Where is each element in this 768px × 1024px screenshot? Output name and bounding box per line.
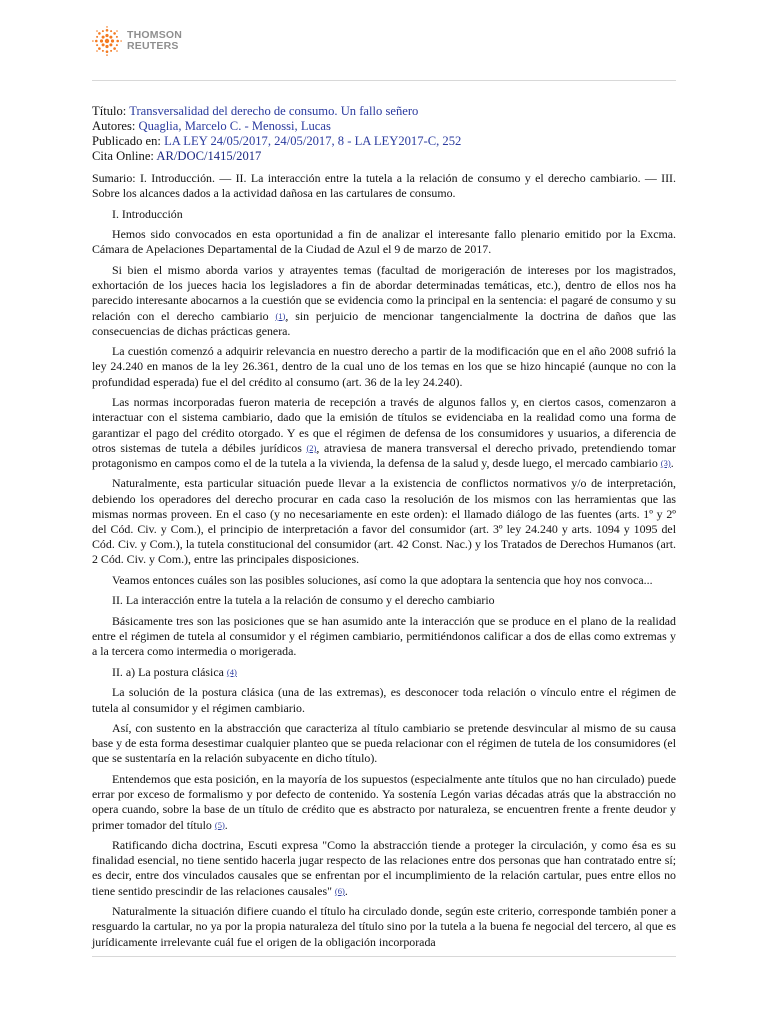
paragraph-8: La solución de la postura clásica (una de las extremas), es desconocer toda relación o vínculo entre el régimen de tutela al consumidor y el régimen cambiario. [92,685,676,715]
paragraph-4-text-end: . [670,455,674,470]
published-label: Publicado en: [92,134,161,148]
article-body [92,171,676,955]
header-divider [92,80,676,81]
paragraph-11-text-end: . [344,883,348,898]
paragraph-10 [92,772,676,833]
paragraph-7: Básicamente tres son las posiciones que se han asumido ante la interacción que se produce en el plano de la realidad entre el régimen de tutela al consumidor y el régimen cambiario, permitiéndonos calificar a dos de ellas como extremas y a la tercera como intermedia o morigerada. [92,613,676,659]
footnote-link-1[interactable]: (1) [275,310,286,321]
paragraph-12: Naturalmente la situación difiere cuando el título ha circulado donde, según este criterio, corresponde también poner a resguardo la cartular, no ya por la propia naturaleza del título sino por la tutela a la buena fe negocial del tercero, al que es jurídicamente irrelevante cuál fue el origen de la obligación incorporada [92,904,676,949]
brand-wordmark [127,30,182,52]
citation-label: Cita Online: [92,149,154,163]
authors-label: Autores: [92,119,136,133]
summary: Sumario: I. Introducción. — II. La interacción entre la tutela a la relación de consumo y el derecho cambiario. — III. Sobre los alcances dados a la actividad dañosa en las cartulares de consumo. [92,171,676,201]
paragraph-3: La cuestión comenzó a adquirir relevancia en nuestro derecho a partir de la modificación que en el año 2008 sufrió la ley 24.240 en manos de la ley 26.361, dentro de la cual uno de los temas en los que se hizo hincapié (aunque no con la profundidad esperada) fue el del crédito al consumo (art. 36 de la ley 24.240). [92,344,676,389]
footnote-link-2[interactable]: (2) [306,442,317,453]
footnote-link-6[interactable]: (6) [334,885,345,896]
meta-authors-row [92,119,676,134]
meta-published-row [92,134,676,149]
heading-introduccion: I. Introducción [112,206,183,221]
published-value: LA LEY 24/05/2017, 24/05/2017, 8 - LA LEY2017-C, 252 [164,134,462,148]
meta-citation-row [92,149,676,164]
document-metadata [92,104,676,164]
paragraph-5: Naturalmente, esta particular situación puede llevar a la existencia de conflictos normativos y/o de interpretación, debiendo los operadores del derecho procurar en cada caso la resolución de los mismos con las herramientas que las mismas normas proveen. En el caso (y no necesariamente en este orden): el llamado diálogo de las fuentes (arts. 1º y 2º del Cód. Civ. y Com.), el principio de interpretación a favor del consumidor (art. 3º ley 24.240 y arts. 1094 y 1095 del Cód. Civ. y Com.), la tutela constitucional del consumidor (art. 42 Const. Nac.) y los Tratados de Derechos Humanos (art. 2 Cód. Civ. y Com.), entre las principales disposiciones. [92,476,676,567]
brand-line-2: REUTERS [127,40,179,52]
footnote-link-5[interactable]: (5) [214,819,225,830]
brand-line-1: THOMSON [127,29,183,41]
footer-divider [92,956,676,957]
paragraph-10-text: Entendemos que esta posición, en la mayoría de los supuestos (especialmente ante títulos que no han circulado) puede errar por exceso de formalismo y por defecto de contenido. Ya sostenía Legón varias décadas atrás que la abstracción no opera cuando, sobre la base de un título de crédito que es abstracto por naturaleza, se encuentren frente a frente deudor y primer tomador del título [92,771,676,832]
paragraph-4-text: Las normas incorporadas fueron materia de recepción a través de algunos fallos y, en ciertos casos, comenzaron a interactuar con el sistema cambiario, dado que la emisión de títulos se evidenciaba en la realidad como una forma de garantizar el pago del crédito otorgado. Y es que el régimen de defensa de los consumidores y usuarios, a diferencia de otros sistemas de tutela a débiles jurídicos [92,395,676,455]
heading-ii-a [92,665,676,680]
paragraph-2 [92,263,676,339]
footnote-link-4[interactable]: (4) [226,666,237,677]
paragraph-2-text: Si bien el mismo aborda varios y atrayentes temas (facultad de morigeración de intereses por los magistrados, exhortación de los jueces hacia los legisladores a fin de abordar determinadas temáticas, etc.), dentro de ellos nos ha parecido interesante abocarnos a la cuestión que se evidencia como la principal en la sentencia: el pagaré de consumo y su relación con el derecho cambiario [92,262,676,323]
footnote-link-3[interactable]: (3) [660,457,671,468]
paragraph-1: Hemos sido convocados en esta oportunidad a fin de analizar el interesante fallo plenario emitido por la Excma. Cámara de Apelaciones Departamental de la Ciudad de Azul el 9 de marzo de 2017. [92,227,676,257]
authors-value: Quaglia, Marcelo C. - Menossi, Lucas [138,119,331,133]
paragraph-11 [92,838,676,899]
paragraph-10-text-end: . [224,817,228,832]
paragraph-11-text: Ratificando dicha doctrina, Escuti expresa "Como la abstracción tiende a proteger la circulación, y como ésa es su finalidad esencial, no tiene sentido hacerla jugar respecto de las relaciones entre dos personas que han contratado entre sí; es decir, entre dos vinculados causales que se enfrentan por el incumplimiento de la relación cartular, pues entre ellos no tiene sentido prescindir de las relaciones causales" [92,838,676,898]
heading-ii-a-text: II. a) La postura clásica [112,664,224,679]
paragraph-2-text-end: , sin perjuicio de mencionar tangencialmente la doctrina de daños que las consecuencias de dichas prácticas genera. [92,308,676,338]
brand-logo [92,26,182,56]
thomson-reuters-logo-icon [92,26,122,56]
paragraph-4-text-mid: , atraviesa de manera transversal el derecho privado, pretendiendo tomar protagonismo en campos como el de la tutela a la vivienda, la defensa de la salud y, desde luego, el mercado cambiario [92,440,676,470]
paragraph-9: Así, con sustento en la abstracción que caracteriza al título cambiario se pretende desvincular al mismo de su causa base y de esta forma desestimar cualquier planteo que se pueda relacionar con el régimen de tutela de los consumidores (el que se sustentaría en la relación subyacente en dicho título). [92,721,676,766]
title-label: Título: [92,104,127,118]
meta-title-row [92,104,676,119]
title-value: Transversalidad del derecho de consumo. Un fallo señero [129,104,419,118]
heading-ii: II. La interacción entre la tutela a la relación de consumo y el derecho cambiario [112,593,495,608]
paragraph-6: Veamos entonces cuáles son las posibles soluciones, así como la que adoptara la sentencia que hoy nos convoca... [112,572,653,587]
paragraph-4 [92,395,676,471]
citation-value: AR/DOC/1415/2017 [156,149,262,163]
